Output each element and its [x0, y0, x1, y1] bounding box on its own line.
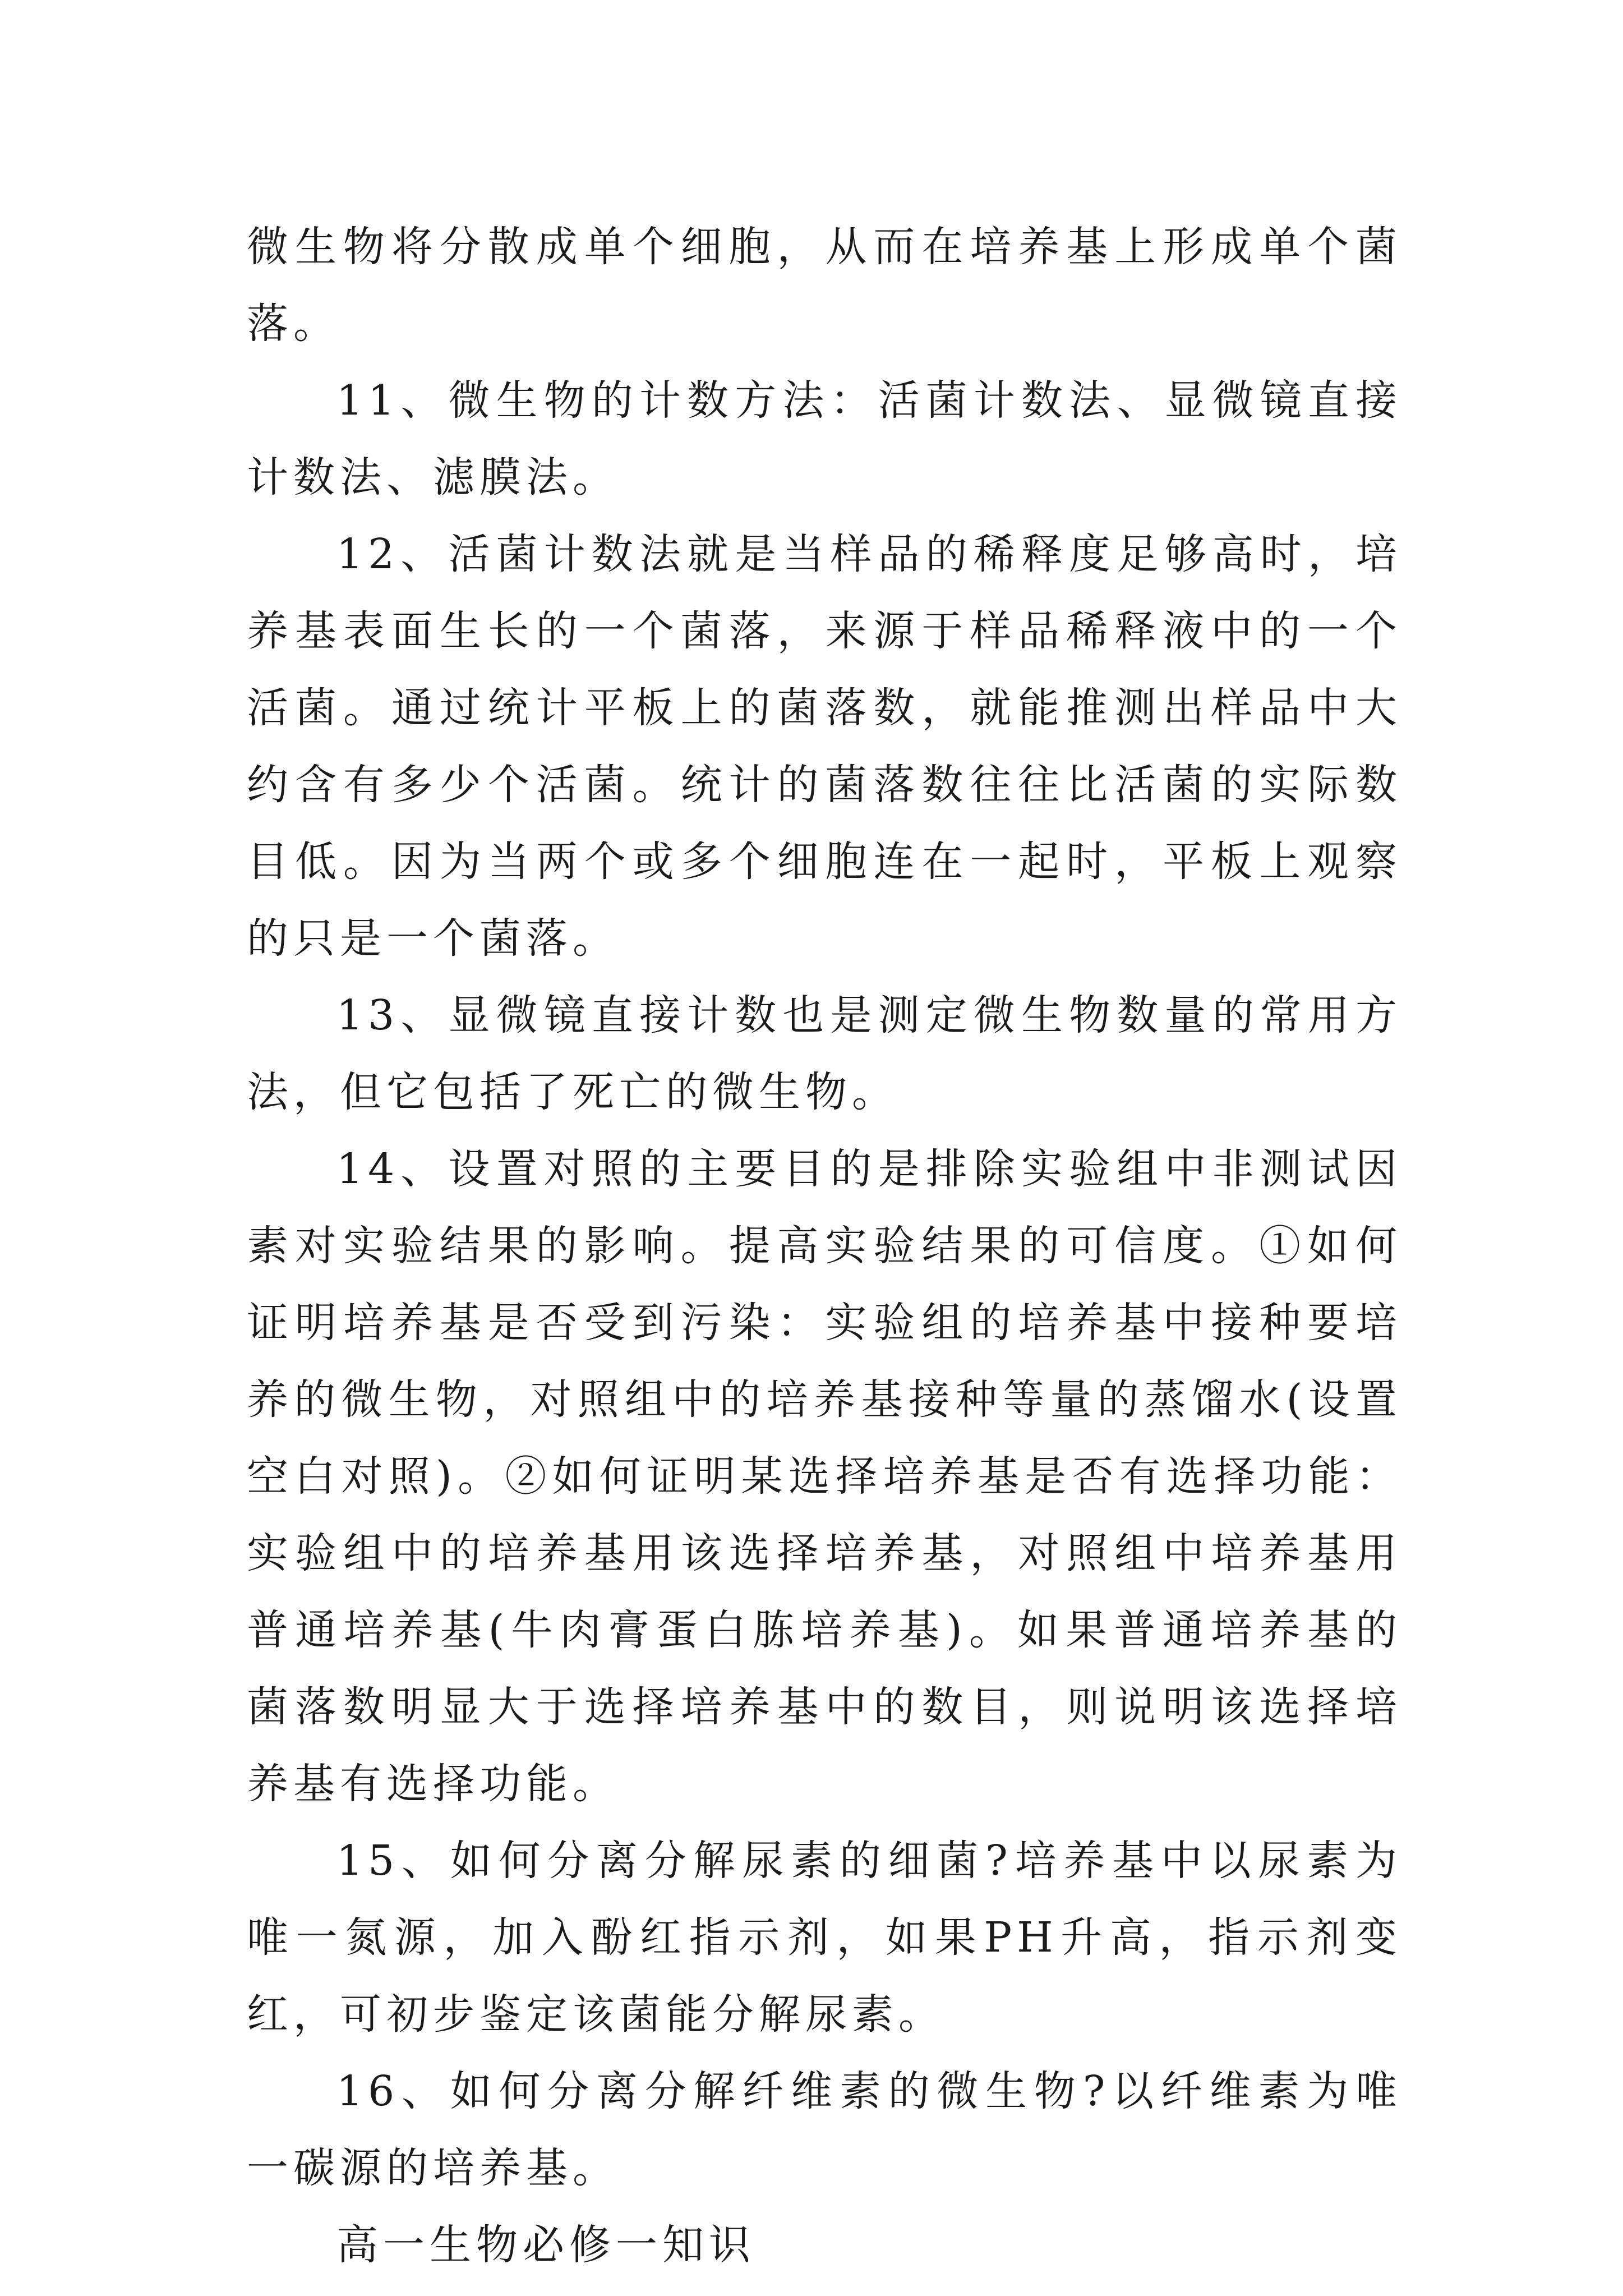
paragraph-16-cellulose-microbes: 16、如何分离分解纤维素的微生物?以纤维素为唯一碳源的培养基。 [247, 2067, 1402, 2192]
paragraph-14-control-setup: 14、设置对照的主要目的是排除实验组中非测试因素对实验结果的影响。提高实验结果的可信度。①如何证明培养基是否受到污染：实验组的培养基中接种要培养的微生物，对照组中的培养基接种等量的蒸馏水(设置空白对照)。②如何证明某选择培养基是否有选择功能：实验组中的培养基用该选择培养基，对照组中培养基用普通培养基(牛肉膏蛋白胨培养基)。如果普通培养基的菌落数明显大于选择培养基中的数目，则说明该选择培养基有选择功能。 [247, 1145, 1402, 1808]
section-heading: 高一生物必修一知识 [336, 2221, 755, 2269]
document-body [247, 209, 1402, 2284]
paragraph-11-counting-methods: 11、微生物的计数方法：活菌计数法、显微镜直接计数法、滤膜法。 [247, 376, 1402, 501]
paragraph-continuation: 微生物将分散成单个细胞，从而在培养基上形成单个菌落。 [247, 223, 1402, 348]
paragraph-15-urea-bacteria: 15、如何分离分解尿素的细菌?培养基中以尿素为唯一氮源，加入酚红指示剂，如果PH升高，指示剂变红，可初步鉴定该菌能分解尿素。 [247, 1837, 1402, 2039]
paragraph-13-microscope-count: 13、显微镜直接计数也是测定微生物数量的常用方法，但它包括了死亡的微生物。 [247, 991, 1402, 1116]
paragraph-12-viable-count: 12、活菌计数法就是当样品的稀释度足够高时，培养基表面生长的一个菌落，来源于样品稀释液中的一个活菌。通过统计平板上的菌落数，就能推测出样品中大约含有多少个活菌。统计的菌落数往往比活菌的实际数目低。因为当两个或多个细胞连在一起时，平板上观察的只是一个菌落。 [247, 530, 1402, 963]
